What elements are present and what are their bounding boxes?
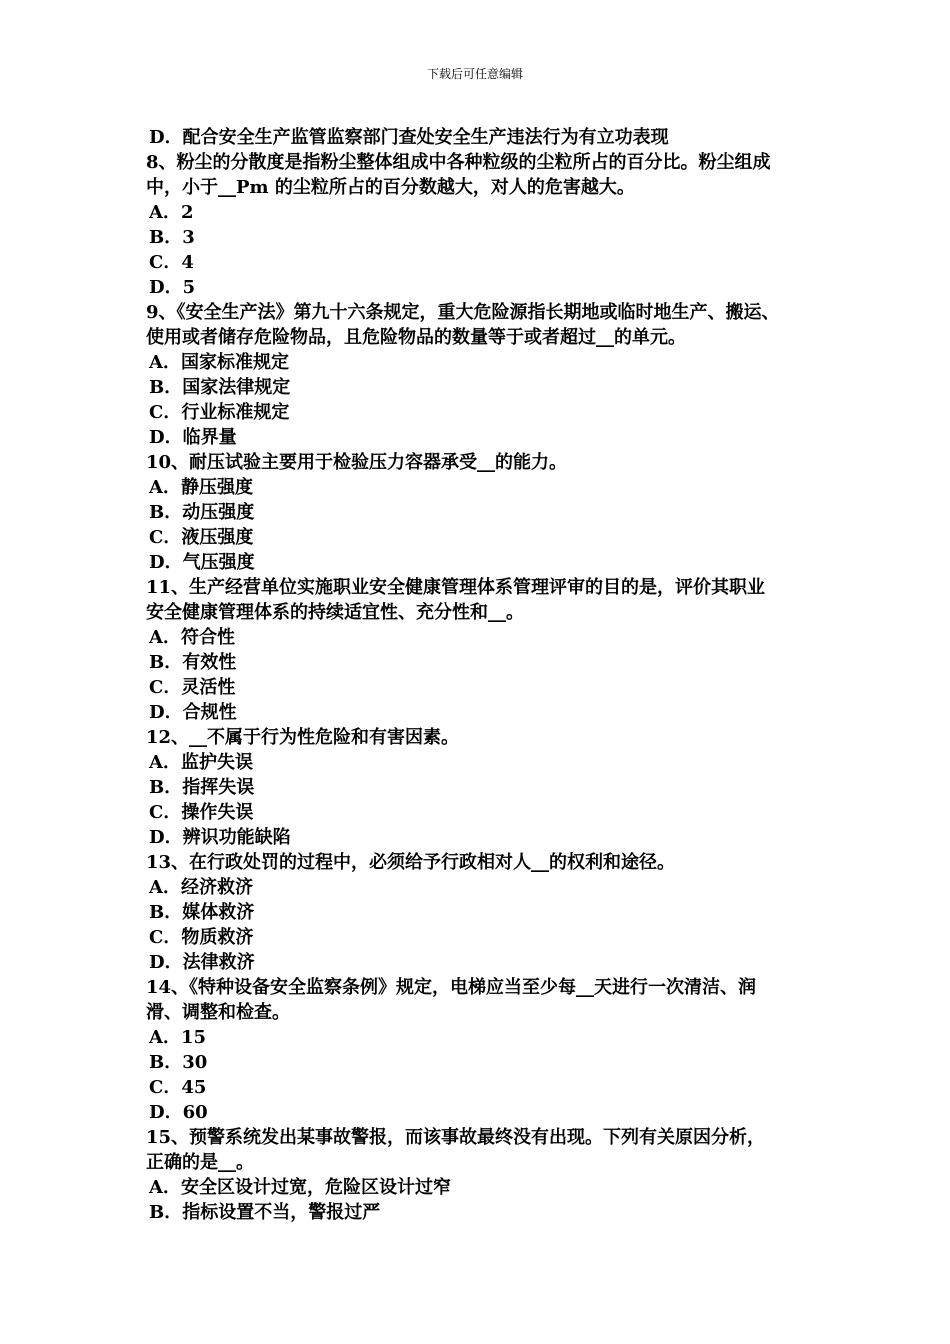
answer-option: C．4 [149,252,194,273]
answer-option: A．15 [149,1027,207,1048]
answer-option: B．指标设置不当，警报过严 [149,1202,381,1223]
question-text-line: 安全健康管理体系的持续适宜性、充分性和__。 [146,602,524,623]
answer-option: C．物质救济 [149,927,254,948]
answer-option: C．行业标准规定 [149,402,290,423]
answer-option: D．辨识功能缺陷 [149,827,291,848]
question-text-line: 10、耐压试验主要用于检验压力容器承受__的能力。 [146,452,568,473]
answer-option: A．经济救济 [149,877,253,898]
answer-option: C．液压强度 [149,527,254,548]
answer-option: A．符合性 [149,627,235,648]
answer-option: A．安全区设计过宽，危险区设计过窄 [149,1177,451,1198]
answer-option: D．5 [149,277,196,298]
answer-option: B．有效性 [149,652,237,673]
answer-option: A．国家标准规定 [149,352,289,373]
answer-option: C．操作失误 [149,802,254,823]
answer-option: A．2 [149,202,194,223]
question-text-line: 13、在行政处罚的过程中，必须给予行政相对人__的权利和途径。 [146,852,676,873]
answer-option: B．3 [149,227,195,248]
answer-option: D．配合安全生产监管监察部门查处安全生产违法行为有立功表现 [149,127,669,148]
page-header: 下载后可任意编辑 [426,67,523,81]
answer-option: D．法律救济 [149,952,255,973]
answer-option: A．静压强度 [149,477,253,498]
answer-option: D．60 [149,1102,208,1123]
answer-option: C．灵活性 [149,677,236,698]
answer-option: B．国家法律规定 [149,377,291,398]
question-text-line: 12、__不属于行为性危险和有害因素。 [146,727,460,748]
answer-option: B．指挥失误 [149,777,255,798]
answer-option: C．45 [149,1077,207,1098]
question-text-line: 8、粉尘的分散度是指粉尘整体组成中各种粒级的尘粒所占的百分比。粉尘组成 [146,152,771,173]
question-text-line: 9、《安全生产法》第九十六条规定，重大危险源指长期地或临时地生产、搬运、 [146,302,780,323]
answer-option: B．媒体救济 [149,902,255,923]
question-text-line: 使用或者储存危险物品，且危险物品的数量等于或者超过__的单元。 [146,327,686,348]
answer-option: D．气压强度 [149,552,255,573]
question-text-line: 14、《特种设备安全监察条例》规定，电梯应当至少每__天进行一次清洁、润 [146,977,757,998]
answer-option: A．监护失误 [149,752,253,773]
answer-option: B．动压强度 [149,502,255,523]
question-text-line: 滑、调整和检查。 [146,1002,290,1023]
answer-option: D．合规性 [149,702,237,723]
answer-option: B．30 [149,1052,208,1073]
document-body [146,125,836,1225]
question-text-line: 中，小于__Pm 的尘粒所占的百分数越大，对人的危害越大。 [146,177,635,198]
question-text-line: 15、预警系统发出某事故警报，而该事故最终没有出现。下列有关原因分析， [146,1127,766,1148]
answer-option: D．临界量 [149,427,237,448]
question-text-line: 正确的是__。 [146,1152,254,1173]
question-text-line: 11、生产经营单位实施职业安全健康管理体系管理评审的目的是，评价其职业 [146,577,766,598]
